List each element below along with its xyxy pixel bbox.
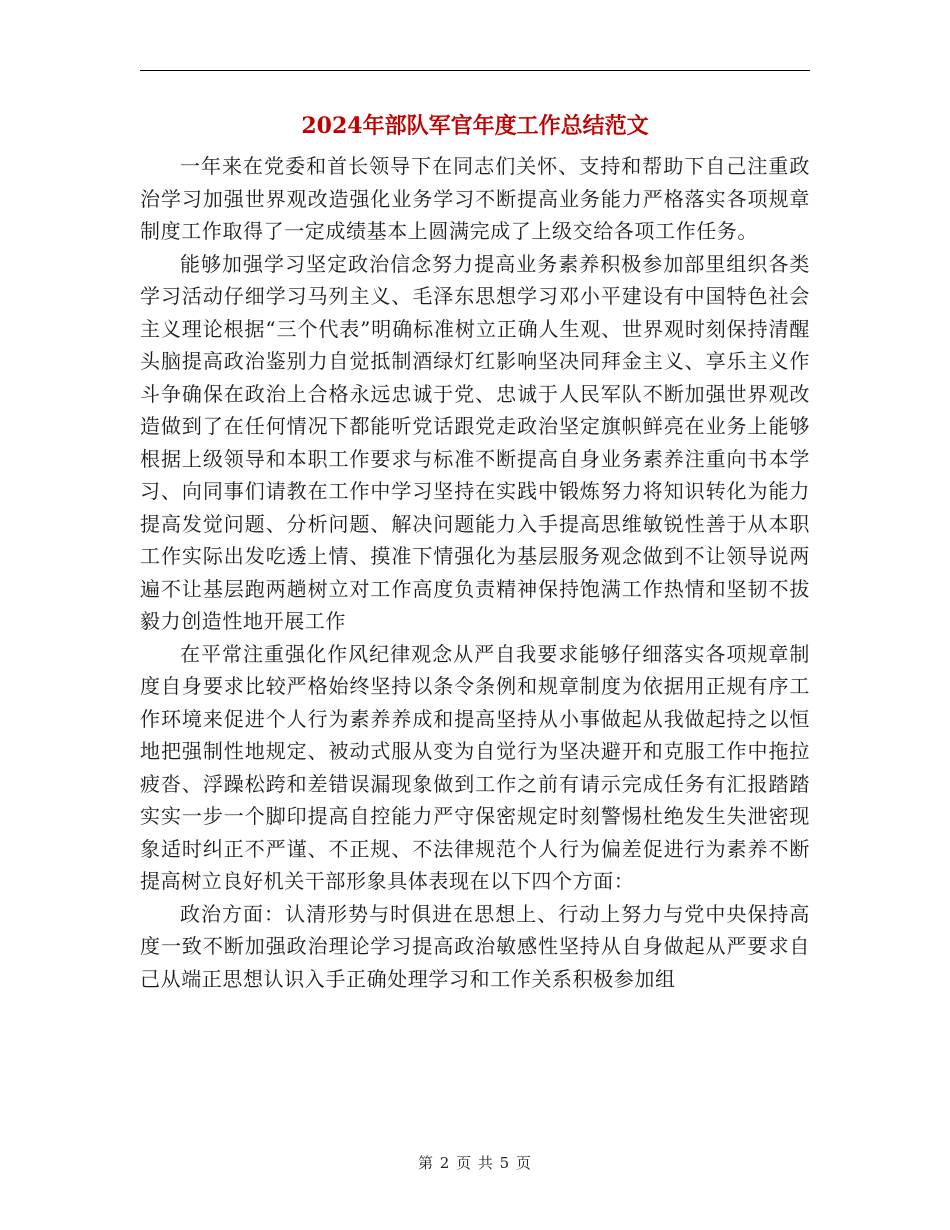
paragraph-4: 政治方面：认清形势与时俱进在思想上、行动上努力与党中央保持高度一致不断加强政治理论学习提高政治敏感性坚持从自身做起从严要求自己从端正思想认识入手正确处理学习和工作关系积极参加组 — [140, 901, 810, 991]
paragraph-3: 在平常注重强化作风纪律观念从严自我要求能够仔细落实各项规章制度自身要求比较严格始终坚持以条令条例和规章制度为依据用正规有序工作环境来促进个人行为素养养成和提高坚持从小事做起从我做起持之以恒地把强制性地规定、被动式服从变为自觉行为坚决避开和克服工作中拖拉疲沓、浮躁松跨和差错误漏现象做到工作之前有请示完成任务有汇报踏踏实实一步一个脚印提高自控能力严守保密规定时刻警惕杜绝发生失泄密现象适时纠正不严谨、不正规、不法律规范个人行为偏差促进行为素养不断提高树立良好机关干部形象具体表现在以下四个方面： — [140, 641, 810, 893]
document-title: 2024年部队军官年度工作总结范文 — [301, 113, 649, 139]
header-rule — [140, 70, 810, 71]
page-footer: 第 2 页 共 5 页 — [418, 1154, 532, 1172]
paragraph-2: 能够加强学习坚定政治信念努力提高业务素养积极参加部里组织各类学习活动仔细学习马列主义、毛泽东思想学习邓小平建设有中国特色社会主义理论根据“三个代表”明确标准树立正确人生观、世界观时刻保持清醒头脑提高政治鉴别力自觉抵制酒绿灯红影响坚决同拜金主义、享乐主义作斗争确保在政治上合格永远忠诚于党、忠诚于人民军队不断加强世界观改造做到了在任何情况下都能听党话跟党走政治坚定旗帜鲜亮在业务上能够根据上级领导和本职工作要求与标准不断提高自身业务素养注重向书本学习、向同事们请教在工作中学习坚持在实践中锻炼努力将知识转化为能力提高发觉问题、分析问题、解决问题能力入手提高思维敏锐性善于从本职工作实际出发吃透上情、摸准下情强化为基层服务观念做到不让领导说两遍不让基层跑两趟树立对工作高度负责精神保持饱满工作热情和坚韧不拔毅力创造性地开展工作 — [140, 251, 810, 633]
paragraph-1: 一年来在党委和首长领导下在同志们关怀、支持和帮助下自己注重政治学习加强世界观改造强化业务学习不断提高业务能力严格落实各项规章制度工作取得了一定成绩基本上圆满完成了上级交给各项工作任务。 — [140, 154, 810, 243]
document-body — [140, 150, 810, 995]
